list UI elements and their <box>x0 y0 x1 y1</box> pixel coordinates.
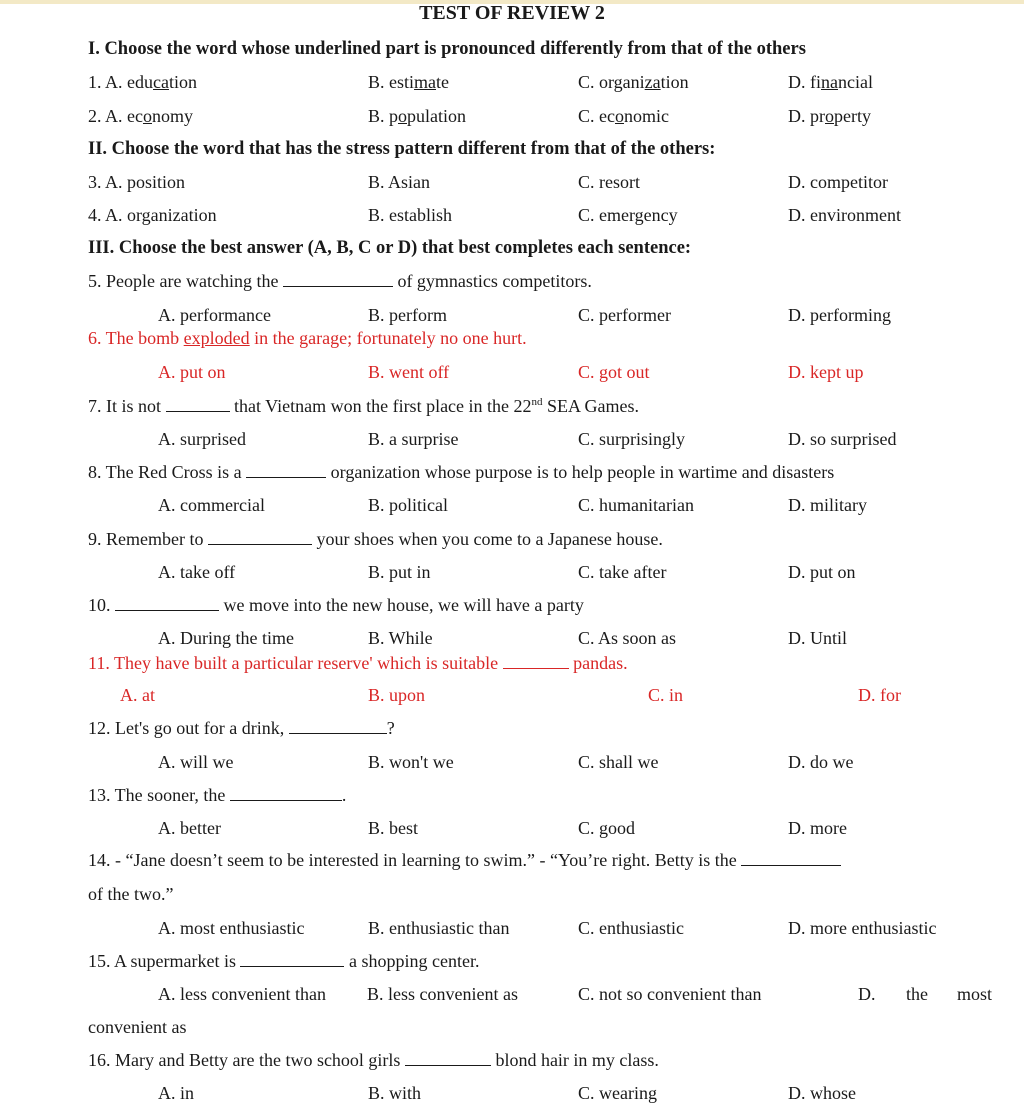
q6-option-d[interactable]: D. kept up <box>788 362 864 382</box>
answer-blank[interactable] <box>289 717 387 734</box>
q9-option-d[interactable]: D. put on <box>788 562 856 582</box>
q3-option-d: D. competitor <box>788 172 888 192</box>
q5-option-d[interactable]: D. performing <box>788 305 891 325</box>
q2-option-d: D. property <box>788 106 871 126</box>
q7-option-d[interactable]: D. so surprised <box>788 429 897 449</box>
q3-option-b: B. Asian <box>368 172 431 192</box>
q12-stem: 12. Let's go out for a drink, ? <box>88 718 395 738</box>
q10-stem: 10. we move into the new house, we will have a party <box>88 595 584 615</box>
q15-option-d-word-2: most <box>957 984 993 1004</box>
answer-blank[interactable] <box>405 1049 491 1066</box>
q1-option-c: C. organization <box>578 72 689 92</box>
q14-option-b[interactable]: B. enthusiastic than <box>368 918 510 938</box>
q8-stem: 8. The Red Cross is a organization whose purpose is to help people in wartime and disasters <box>88 462 835 482</box>
q7-stem: 7. It is not that Vietnam won the first place in the 22nd SEA Games. <box>88 396 640 416</box>
q14-option-a[interactable]: A. most enthusiastic <box>158 918 305 938</box>
q6-option-a[interactable]: A. put on <box>158 362 226 382</box>
answer-blank[interactable] <box>208 528 312 545</box>
q13-option-d[interactable]: D. more <box>788 818 847 838</box>
q5-option-a[interactable]: A. performance <box>158 305 271 325</box>
q9-stem: 9. Remember to your shoes when you come to a Japanese house. <box>88 529 663 549</box>
q16-option-b[interactable]: B. with <box>368 1083 422 1103</box>
answer-blank[interactable] <box>115 594 219 611</box>
answer-blank[interactable] <box>283 270 393 287</box>
q8-option-c[interactable]: C. humanitarian <box>578 495 694 515</box>
q1-option-a: 1. A. education <box>88 72 197 92</box>
q14-stem: 14. - “Jane doesn’t seem to be interested in learning to swim.” - “You’re right. Betty is the <box>88 848 841 872</box>
q13-option-c[interactable]: C. good <box>578 818 636 838</box>
q15-option-c[interactable]: C. not so convenient than <box>578 984 762 1004</box>
answer-blank[interactable] <box>246 461 326 478</box>
q15-option-d-label[interactable]: D. <box>858 984 876 1004</box>
q14-option-d[interactable]: D. more enthusiastic <box>788 918 937 938</box>
q13-stem: 13. The sooner, the . <box>88 785 347 805</box>
q10-option-d[interactable]: D. Until <box>788 628 848 648</box>
q16-option-c[interactable]: C. wearing <box>578 1083 657 1103</box>
q5-stem: 5. People are watching the of gymnastics competitors. <box>88 271 592 291</box>
q15-option-d-word-1: the <box>906 984 928 1004</box>
q16-option-a[interactable]: A. in <box>158 1083 194 1103</box>
q7-option-a[interactable]: A. surprised <box>158 429 246 449</box>
q10-option-b[interactable]: B. While <box>368 628 433 648</box>
page-title: TEST OF REVIEW 2 <box>419 2 605 24</box>
q9-option-b[interactable]: B. put in <box>368 562 431 582</box>
answer-blank[interactable] <box>166 395 230 412</box>
answer-blank[interactable] <box>503 652 569 669</box>
q1-option-d: D. financial <box>788 72 873 92</box>
q4-option-b: B. establish <box>368 205 452 225</box>
section-3-heading: III. Choose the best answer (A, B, C or D) that best completes each sentence: <box>88 238 692 258</box>
q11-option-c[interactable]: C. in <box>648 685 684 705</box>
q3-option-c: C. resort <box>578 172 640 192</box>
section-1-heading: I. Choose the word whose underlined part is pronounced differently from that of the others <box>88 39 806 59</box>
q6-option-b[interactable]: B. went off <box>368 362 450 382</box>
q12-option-d[interactable]: D. do we <box>788 752 854 772</box>
q15-option-b[interactable]: B. less convenient as <box>367 984 518 1004</box>
q12-option-c[interactable]: C. shall we <box>578 752 659 772</box>
q7-option-c[interactable]: C. surprisingly <box>578 429 686 449</box>
q9-option-a[interactable]: A. take off <box>158 562 236 582</box>
q16-stem: 16. Mary and Betty are the two school girls blond hair in my class. <box>88 1050 659 1070</box>
q6-option-c[interactable]: C. got out <box>578 362 650 382</box>
q4-option-c: C. emergency <box>578 205 678 225</box>
q11-option-d[interactable]: D. for <box>858 685 901 705</box>
answer-blank[interactable] <box>230 784 342 801</box>
q14-stem-continued: of the two.” <box>88 884 174 904</box>
q9-option-c[interactable]: C. take after <box>578 562 667 582</box>
q11-option-a[interactable]: A. at <box>120 685 155 705</box>
q13-option-b[interactable]: B. best <box>368 818 419 838</box>
q1-option-b: B. estimate <box>368 72 450 92</box>
q8-option-b[interactable]: B. political <box>368 495 448 515</box>
q15-option-d-continued: convenient as <box>88 1017 187 1037</box>
q2-option-a: 2. A. economy <box>88 106 193 126</box>
q6-stem: 6. The bomb exploded in the garage; fortunately no one hurt. <box>88 328 527 348</box>
answer-blank[interactable] <box>741 849 841 866</box>
q11-stem: 11. They have built a particular reserve' which is suitable pandas. <box>88 653 628 673</box>
q3-option-a: 3. A. position <box>88 172 186 192</box>
q2-option-b: B. population <box>368 106 467 126</box>
q5-option-c[interactable]: C. performer <box>578 305 671 325</box>
q15-option-a[interactable]: A. less convenient than <box>158 984 326 1004</box>
q8-option-a[interactable]: A. commercial <box>158 495 265 515</box>
section-2-heading: II. Choose the word that has the stress pattern different from that of the others: <box>88 139 716 159</box>
q7-option-b[interactable]: B. a surprise <box>368 429 459 449</box>
answer-blank[interactable] <box>240 950 344 967</box>
q4-option-a: 4. A. organization <box>88 205 217 225</box>
q10-option-a[interactable]: A. During the time <box>158 628 294 648</box>
q10-option-c[interactable]: C. As soon as <box>578 628 677 648</box>
q12-option-a[interactable]: A. will we <box>158 752 234 772</box>
q15-stem: 15. A supermarket is a shopping center. <box>88 951 480 971</box>
q16-option-d[interactable]: D. whose <box>788 1083 856 1103</box>
q8-option-d[interactable]: D. military <box>788 495 867 515</box>
q11-option-b[interactable]: B. upon <box>368 685 426 705</box>
q13-option-a[interactable]: A. better <box>158 818 221 838</box>
q12-option-b[interactable]: B. won't we <box>368 752 454 772</box>
q2-option-c: C. economic <box>578 106 669 126</box>
q5-option-b[interactable]: B. perform <box>368 305 447 325</box>
q4-option-d: D. environment <box>788 205 901 225</box>
q14-option-c[interactable]: C. enthusiastic <box>578 918 684 938</box>
